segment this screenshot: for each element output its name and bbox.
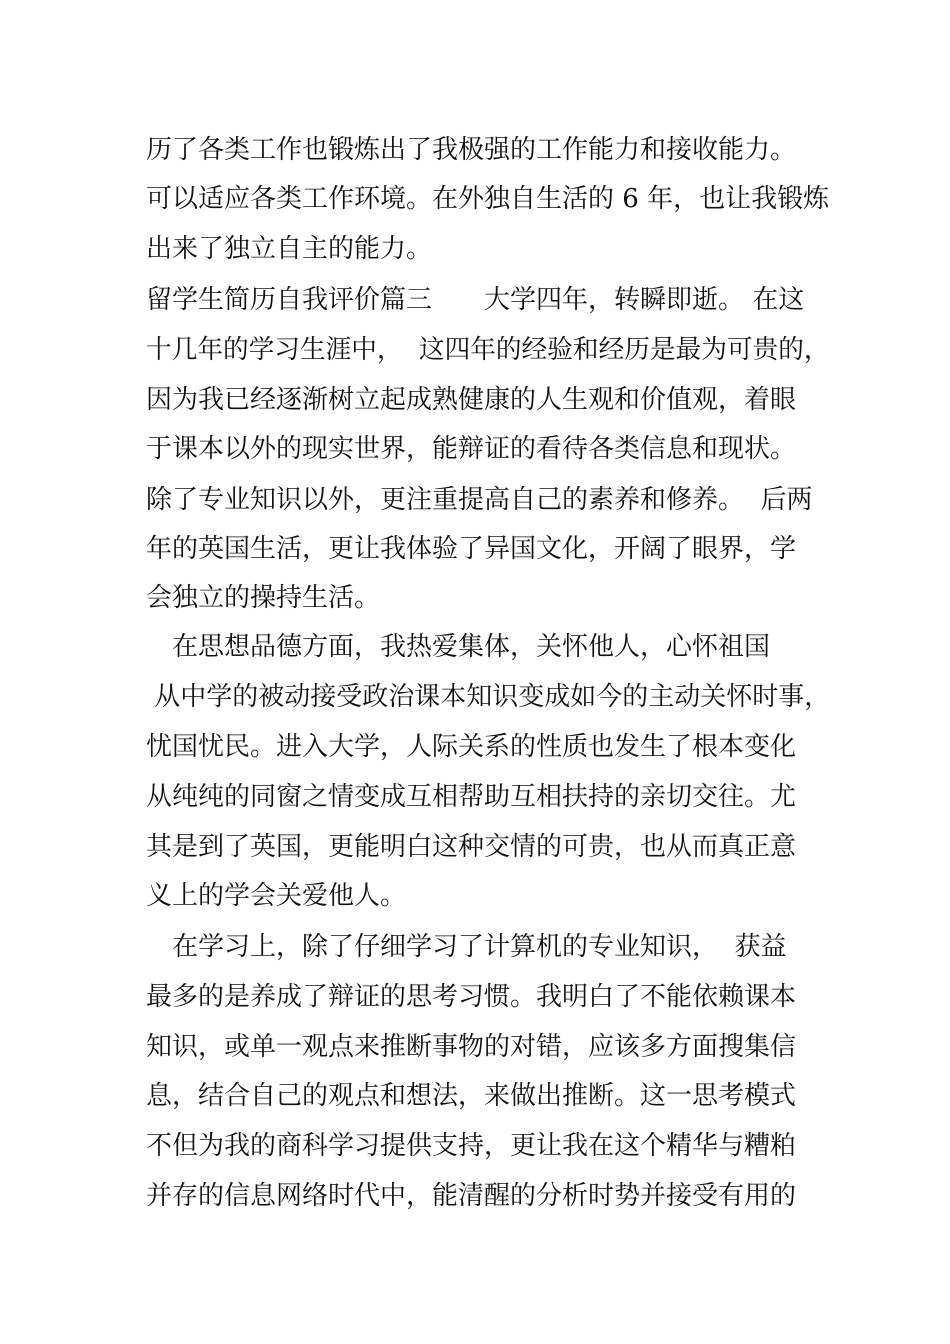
text-line-10: 会独立的操持生活。 [146,583,381,613]
text-line-18: 最多的是养成了辩证的思考习惯。我明白了不能依赖课本 [146,982,797,1012]
text-line-13: 忧国忧民。进入大学，人际关系的性质也发生了根本变化 [146,732,797,762]
text-line-2: 可以适应各类工作环境。在外独自生活的 6 年，也让我锻炼 [146,184,830,214]
text-line-7: 于课本以外的现实世界，能辩证的看待各类信息和现状。 [146,434,797,464]
text-line-19: 知识，或单一观点来推断事物的对错，应该多方面搜集信 [146,1032,797,1062]
text-line-16: 义上的学会关爱他人。 [146,881,407,911]
text-line-1: 历了各类工作也锻炼出了我极强的工作能力和接收能力。 [146,135,797,165]
text-line-9: 年的英国生活，更让我体验了异国文化，开阔了眼界，学 [146,534,797,564]
text-line-12: 从中学的被动接受政治课本知识变成如今的主动关怀时事， [146,682,831,712]
text-line-3: 出来了独立自主的能力。 [146,234,433,264]
text-line-21: 不但为我的商科学习提供支持，更让我在这个精华与糟粕 [146,1131,797,1161]
text-line-4: 留学生简历自我评价篇三 大学四年，转瞬即逝。 在这 [146,285,805,315]
text-line-22: 并存的信息网络时代中，能清醒的分析时势并接受有用的 [146,1181,797,1211]
text-line-5: 十几年的学习生涯中， 这四年的经验和经历是最为可贵的， [146,335,830,365]
text-line-6: 因为我已经逐渐树立起成熟健康的人生观和价值观，着眼 [146,385,797,415]
text-line-11: 在思想品德方面，我热爱集体，关怀他人，心怀祖国 [146,632,771,662]
text-line-14: 从纯纯的同窗之情变成互相帮助互相扶持的亲切交往。尤 [146,782,797,812]
text-line-20: 息，结合自己的观点和想法，来做出推断。这一思考模式 [146,1081,797,1111]
text-line-17: 在学习上，除了仔细学习了计算机的专业知识， 获益 [146,932,787,962]
text-line-8: 除了专业知识以外，更注重提高自己的素养和修养。 后两 [146,485,813,515]
text-line-15: 其是到了英国，更能明白这种交情的可贵，也从而真正意 [146,832,797,862]
